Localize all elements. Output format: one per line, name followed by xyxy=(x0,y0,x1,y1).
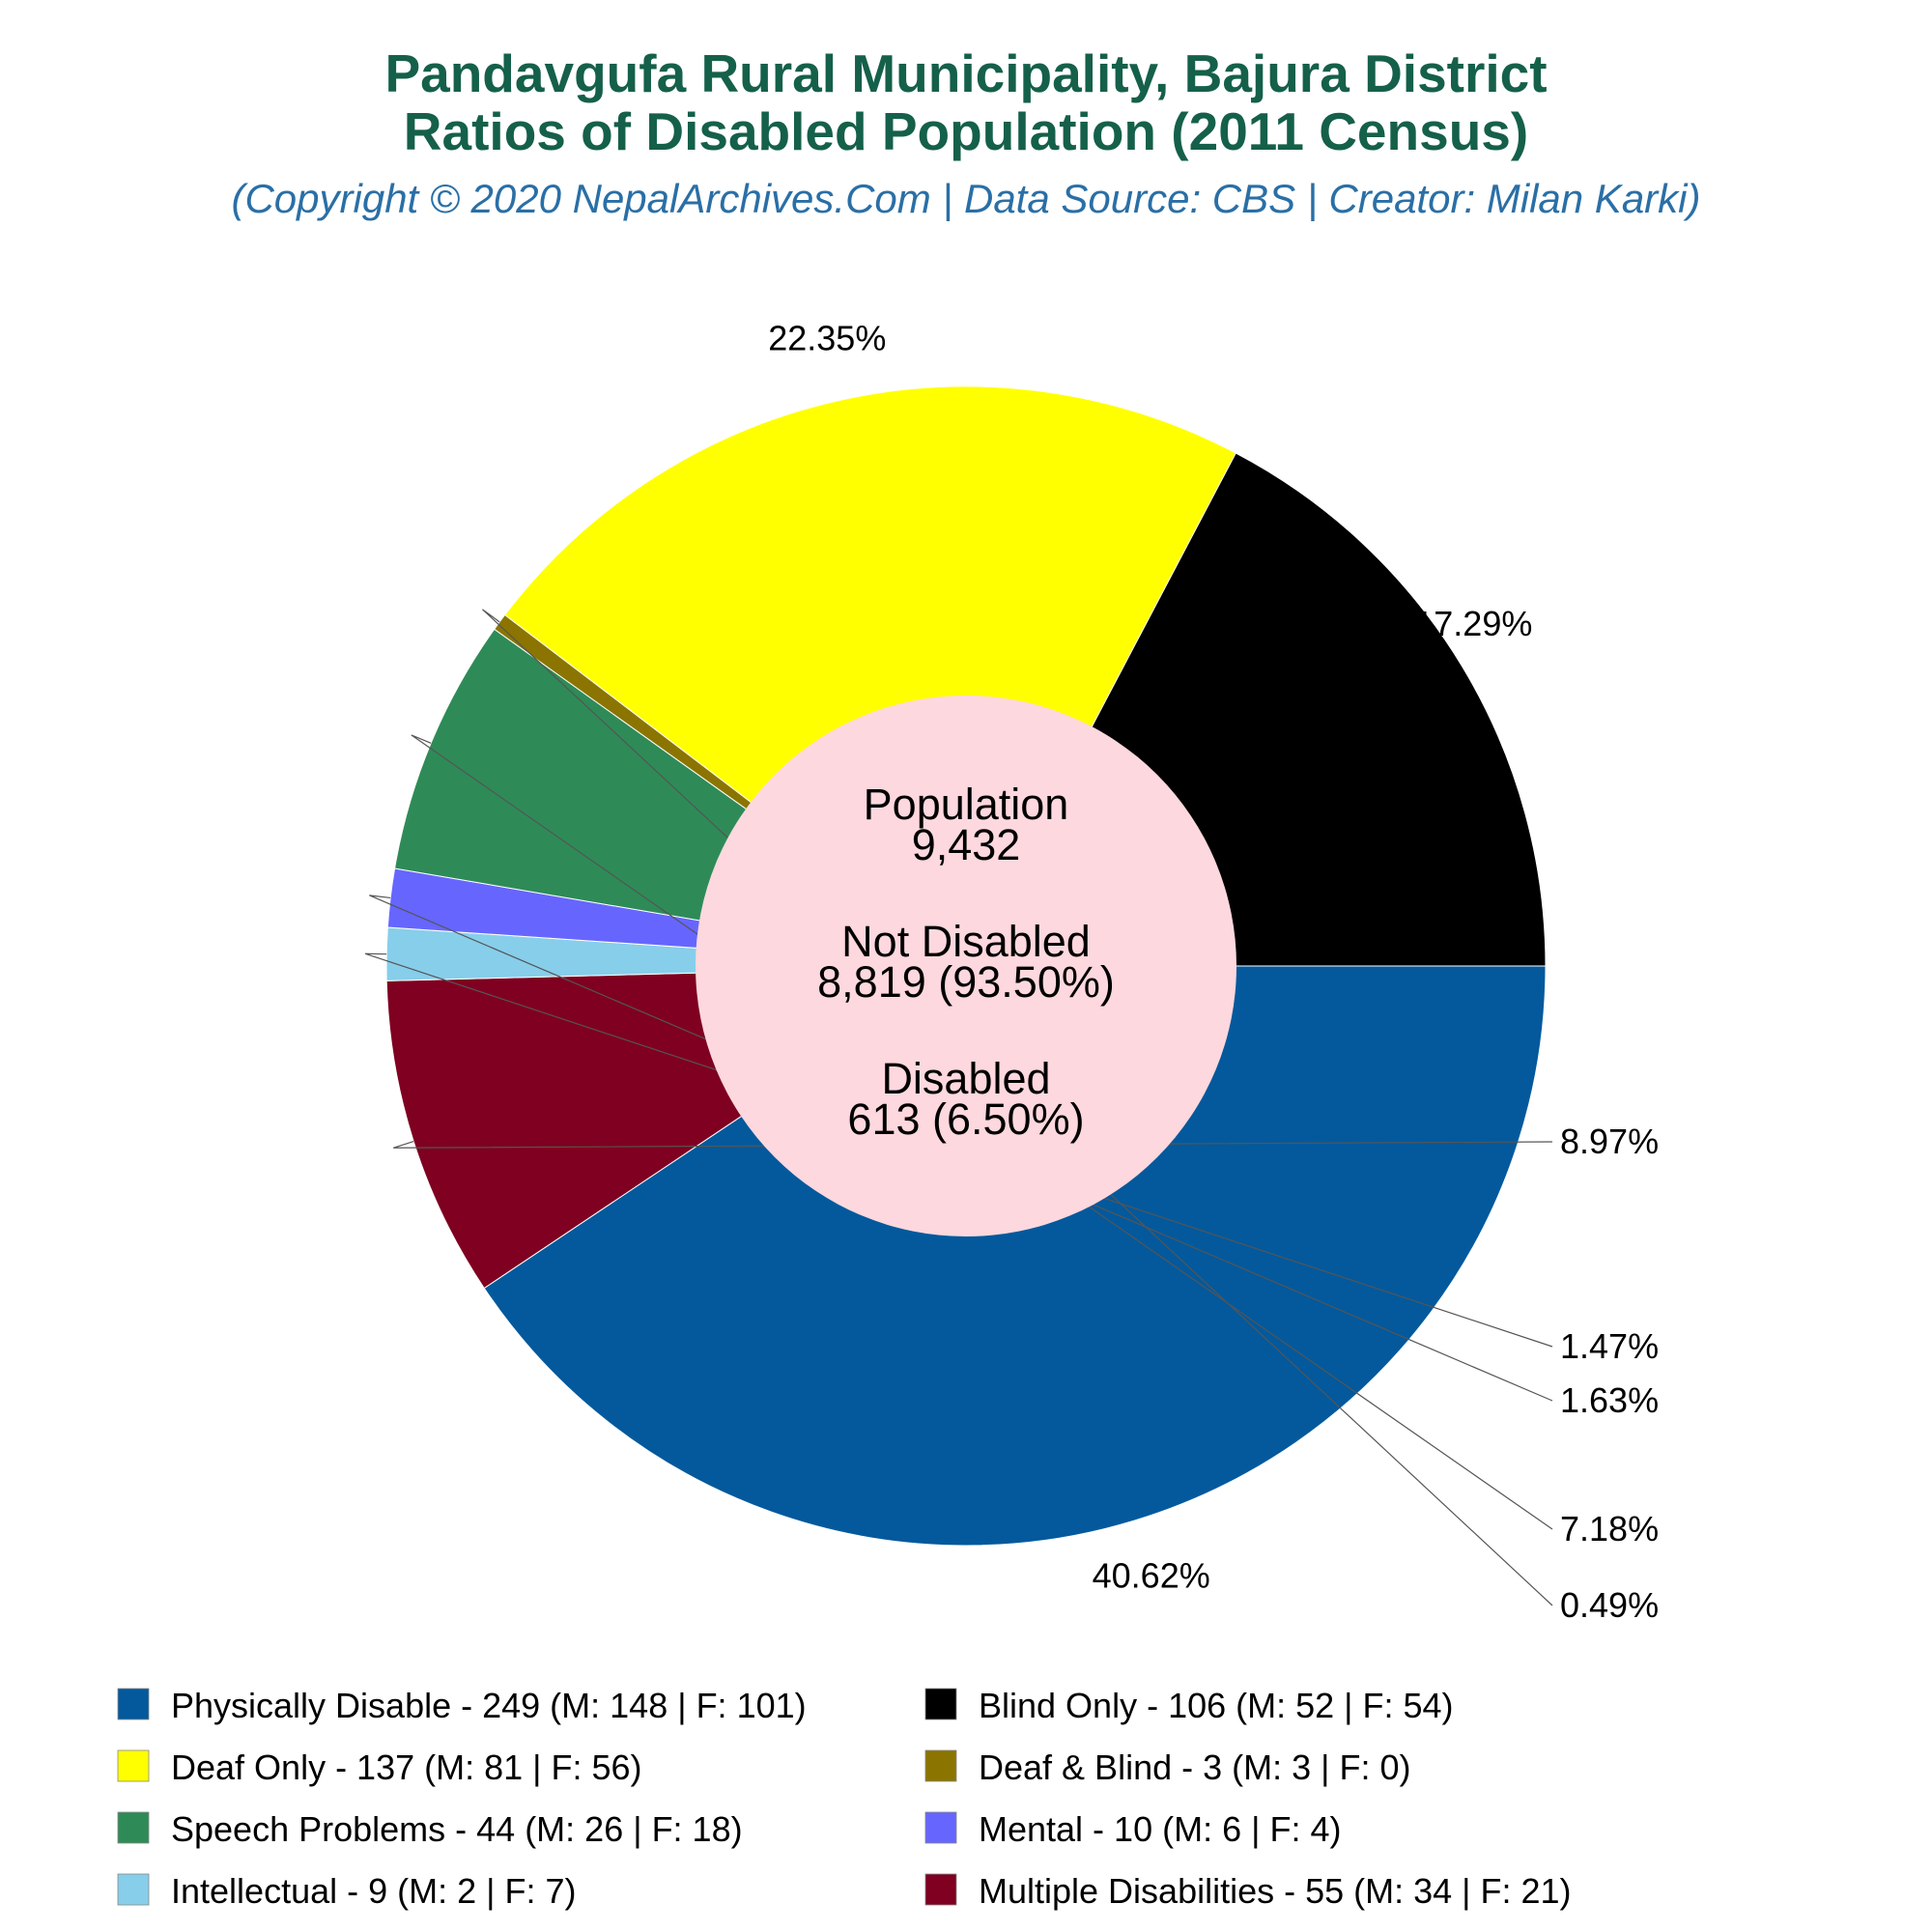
legend-label-physically-disable: Physically Disable - 249 (M: 148 | F: 101) xyxy=(171,1686,807,1725)
label-blind-only: 17.29% xyxy=(1414,603,1533,643)
center-not-disabled-value: 8,819 (93.50%) xyxy=(817,957,1115,1007)
label-deaf-and-blind: 0.49% xyxy=(1560,1585,1660,1625)
center-not-disabled-label: Not Disabled xyxy=(841,917,1091,966)
legend-label-multiple-disabilities: Multiple Disabilities - 55 (M: 34 | F: 21) xyxy=(979,1871,1572,1911)
label-multiple-disabilities: 8.97% xyxy=(1560,1122,1660,1161)
legend-label-blind-only: Blind Only - 106 (M: 52 | F: 54) xyxy=(979,1686,1454,1725)
legend xyxy=(118,1686,1572,1911)
label-mental: 1.63% xyxy=(1560,1380,1660,1420)
legend-label-intellectual: Intellectual - 9 (M: 2 | F: 7) xyxy=(171,1871,577,1911)
label-intellectual: 1.47% xyxy=(1560,1326,1660,1366)
legend-label-deaf-and-blind: Deaf & Blind - 3 (M: 3 | F: 0) xyxy=(979,1747,1411,1787)
legend-swatch-multiple-disabilities xyxy=(925,1874,956,1905)
legend-swatch-speech-problems xyxy=(118,1812,149,1843)
label-physically-disable: 40.62% xyxy=(1092,1555,1210,1596)
legend-swatch-intellectual xyxy=(118,1874,149,1905)
legend-swatch-deaf-only xyxy=(118,1750,149,1781)
center-disabled-label: Disabled xyxy=(881,1054,1051,1103)
legend-label-mental: Mental - 10 (M: 6 | F: 4) xyxy=(979,1809,1342,1849)
chart-title-line2: Ratios of Disabled Population (2011 Census) xyxy=(403,101,1529,161)
label-deaf-only: 22.35% xyxy=(768,318,887,358)
chart-title-line1: Pandavgufa Rural Municipality, Bajura District xyxy=(384,43,1548,103)
legend-label-deaf-only: Deaf Only - 137 (M: 81 | F: 56) xyxy=(171,1747,642,1787)
center-population-label: Population xyxy=(863,780,1069,829)
legend-swatch-mental xyxy=(925,1812,956,1843)
chart-subtitle: (Copyright © 2020 NepalArchives.Com | Data Source: CBS | Creator: Milan Karki) xyxy=(231,176,1701,221)
label-speech-problems: 7.18% xyxy=(1560,1509,1660,1548)
legend-swatch-blind-only xyxy=(925,1689,956,1719)
center-population-value: 9,432 xyxy=(911,820,1021,869)
legend-swatch-physically-disable xyxy=(118,1689,149,1719)
legend-label-speech-problems: Speech Problems - 44 (M: 26 | F: 18) xyxy=(171,1809,743,1849)
center-disabled-value: 613 (6.50%) xyxy=(847,1094,1085,1144)
legend-swatch-deaf-and-blind xyxy=(925,1750,956,1781)
